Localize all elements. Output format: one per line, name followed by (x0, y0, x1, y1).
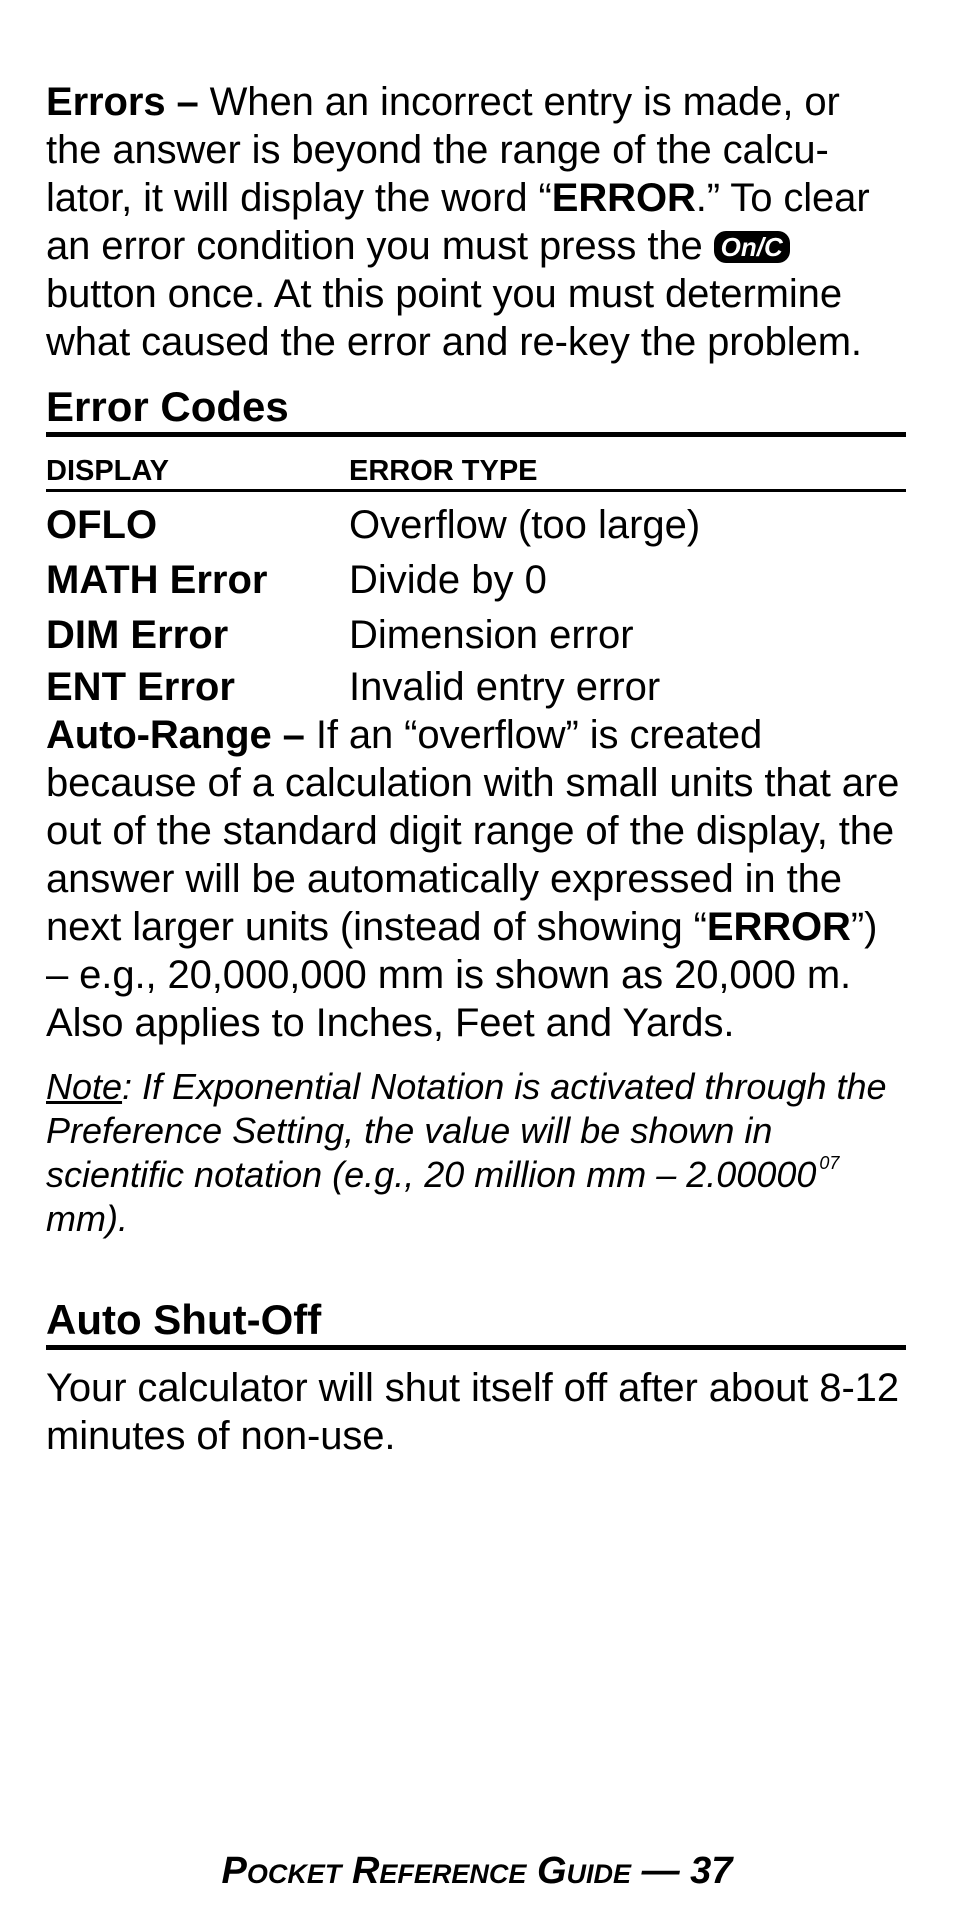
display-column-header: DISPLAY (46, 455, 170, 487)
errors-text-c: button once. At this point you must determine what caused the error and re-key the problem. (46, 272, 862, 364)
on-c-key-icon: On/C (714, 231, 790, 263)
note-text-a: : If Exponential Notation is activated through the Preference Setting, the value will be shown in scientific notation (e.g., 20 million mm – 2.00000 (46, 1066, 887, 1195)
auto-shutoff-heading: Auto Shut-Off (46, 1295, 906, 1350)
error-word: ERROR (551, 176, 696, 220)
error-code-display: MATH Error (46, 558, 268, 602)
footer-separator: — (631, 1850, 691, 1892)
table-row (46, 553, 906, 608)
page-footer (0, 1848, 954, 1894)
error-type-column-header: ERROR TYPE (349, 455, 538, 487)
error-code-type: Overflow (too large) (349, 503, 701, 547)
error-word: ERROR (706, 905, 851, 949)
auto-range-text-b: ”) – e.g., 20,000,000 mm is shown as 20,000 m. Also applies to Inches, Feet and Yards. (46, 905, 878, 1045)
error-code-display: DIM Error (46, 613, 229, 657)
errors-paragraph (46, 78, 906, 366)
table-row (46, 663, 906, 711)
page-content (46, 78, 906, 1460)
errors-label: Errors – (46, 80, 199, 124)
auto-range-text-a: If an “overflow” is created because of a calculation with small units that are out of the standard digit range of the display, the answer will be automatically expressed in the next larger units (instead of showing “ (46, 713, 900, 949)
note-paragraph (46, 1065, 906, 1241)
error-code-type: Dimension error (349, 613, 634, 657)
error-code-type: Divide by 0 (349, 558, 547, 602)
error-code-type: Invalid entry error (349, 665, 661, 709)
error-code-display: OFLO (46, 503, 158, 547)
note-exponent: 07 (819, 1153, 840, 1173)
error-codes-table-header (46, 437, 906, 492)
table-row (46, 608, 906, 663)
errors-text-a: When an incorrect entry is made, or the answer is beyond the range of the calcu-lator, it will display the word “ (46, 80, 840, 220)
auto-range-paragraph (46, 711, 906, 1047)
note-label: Note (46, 1066, 123, 1107)
page-number: 37 (690, 1850, 733, 1892)
error-codes-table (46, 492, 906, 711)
errors-text-b: .” To clear an error condition you must press the (46, 176, 870, 268)
note-text-b: mm). (46, 1198, 128, 1239)
auto-shutoff-paragraph: Your calculator will shut itself off after about 8-12 minutes of non-use. (46, 1366, 899, 1458)
table-row (46, 498, 906, 553)
error-codes-heading: Error Codes (46, 382, 906, 437)
footer-title: Pocket Reference Guide (221, 1850, 632, 1892)
error-code-display: ENT Error (46, 665, 235, 709)
auto-range-label: Auto-Range – (46, 713, 305, 757)
